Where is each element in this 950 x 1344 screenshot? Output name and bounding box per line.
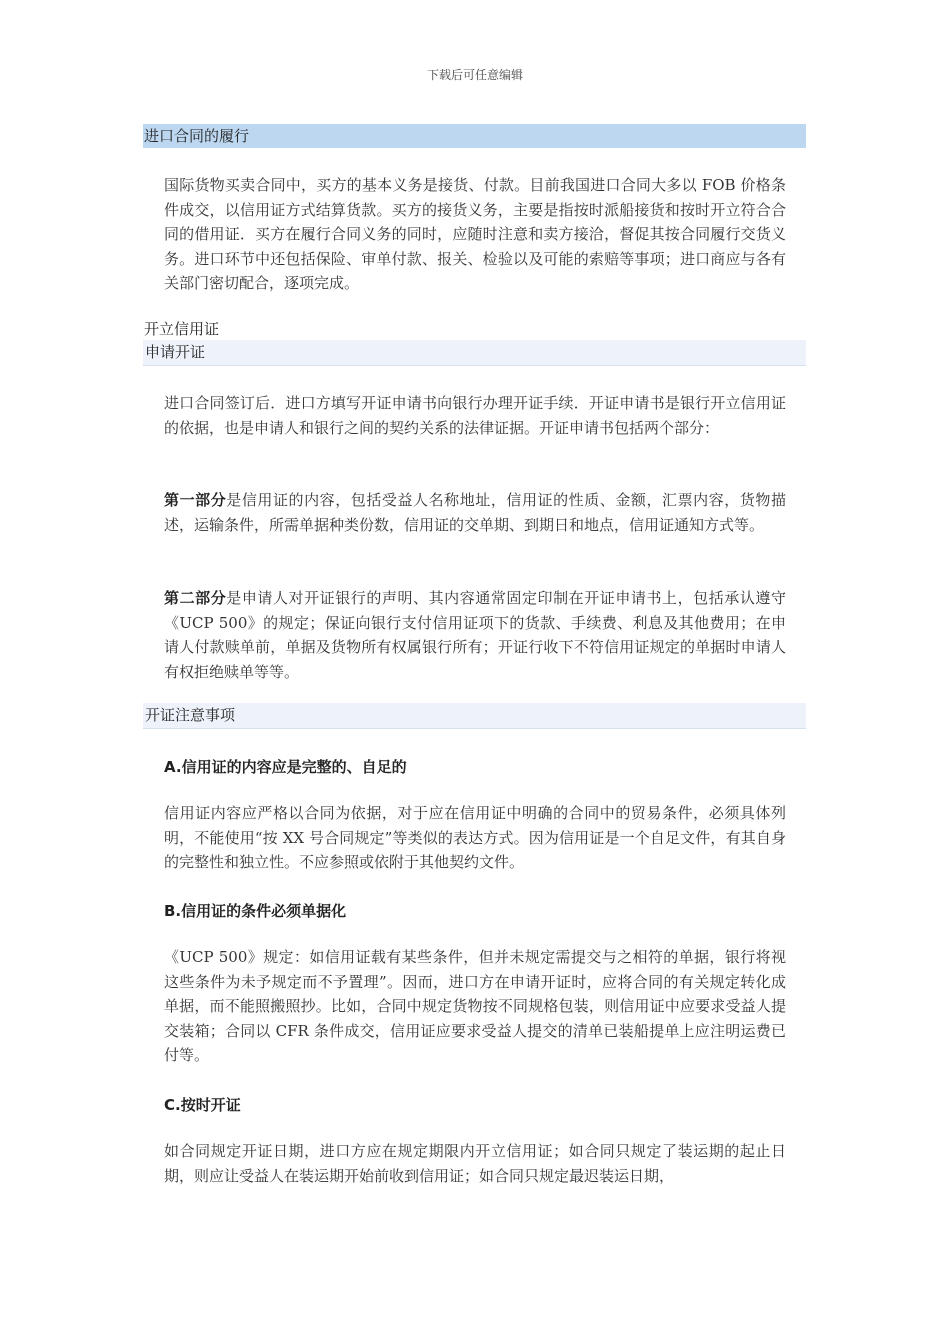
notes-heading: 开证注意事项 bbox=[143, 703, 806, 729]
part2-text: 是申请人对开证银行的声明、其内容通常固定印制在开证申请书上，包括承认遵守《UCP 500》的规定；保证向银行支付信用证项下的货款、手续费、利息及其他费用；在申请人付款赎单前，单据及货物所有权属银行所有；开证行收下不符信用证规定的单据时申请人有权拒绝赎单等等。 bbox=[164, 589, 786, 681]
part2-paragraph bbox=[164, 586, 786, 684]
apply-paragraph: 进口合同签订后．进口方填写开证申请书向银行办理开证手续．开证申请书是银行开立信用证的依据，也是申请人和银行之间的契约关系的法律证据。开证申请书包括两个部分： bbox=[164, 394, 786, 437]
page-header-note: 下载后可任意编辑 bbox=[426, 68, 523, 82]
note-b-title: B.信用证的条件必须单据化 bbox=[164, 902, 347, 920]
part2-label: 第二部分 bbox=[164, 589, 227, 607]
part1-text: 是信用证的内容，包括受益人名称地址，信用证的性质、金额，汇票内容，货物描述，运输条件，所需单据种类份数，信用证的交单期、到期日和地点，信用证通知方式等。 bbox=[164, 491, 786, 534]
note-a-title: A.信用证的内容应是完整的、自足的 bbox=[164, 758, 407, 776]
part1-paragraph bbox=[164, 488, 786, 537]
note-b-text: 《UCP 500》规定：如信用证载有某些条件，但并未规定需提交与之相符的单据，银行将视这些条件为未予规定而不予置理”。因而，进口方在申请开证时，应将合同的有关规定转化成单据，而不能照搬照抄。比如，合同中规定货物按不同规格包装，则信用证中应要求受益人提交装箱；合同以 CFR 条件成交，信用证应要求受益人提交的清单已装船提单上应注明运费已付等。 bbox=[164, 948, 786, 1064]
note-c-title: C.按时开证 bbox=[164, 1096, 241, 1114]
part1-label: 第一部分 bbox=[164, 491, 227, 509]
note-c-text: 如合同规定开证日期，进口方应在规定期限内开立信用证；如合同只规定了装运期的起止日期，则应让受益人在装运期开始前收到信用证；如合同只规定最迟装运日期， bbox=[164, 1142, 786, 1185]
section-title: 进口合同的履行 bbox=[143, 124, 806, 148]
apply-heading: 申请开证 bbox=[143, 340, 806, 366]
note-a-text: 信用证内容应严格以合同为依据，对于应在信用证中明确的合同中的贸易条件，必须具体列明，不能使用“按 XX 号合同规定”等类似的表达方式。因为信用证是一个自足文件，有其自身的完整性和独立性。不应参照或依附于其他契约文件。 bbox=[164, 804, 786, 871]
open-lc-heading: 开立信用证 bbox=[144, 320, 220, 338]
intro-paragraph: 国际货物买卖合同中，买方的基本义务是接货、付款。目前我国进口合同大多以 FOB 价格条件成交，以信用证方式结算货款。买方的接货义务，主要是指按时派船接货和按时开立符合合同的借用证．买方在履行合同义务的同时，应随时注意和卖方接洽，督促其按合同履行交货义务。进口环节中还包括保险、审单付款、报关、检验以及可能的索赔等事项；进口商应与各有关部门密切配合，逐项完成。 bbox=[164, 176, 786, 292]
